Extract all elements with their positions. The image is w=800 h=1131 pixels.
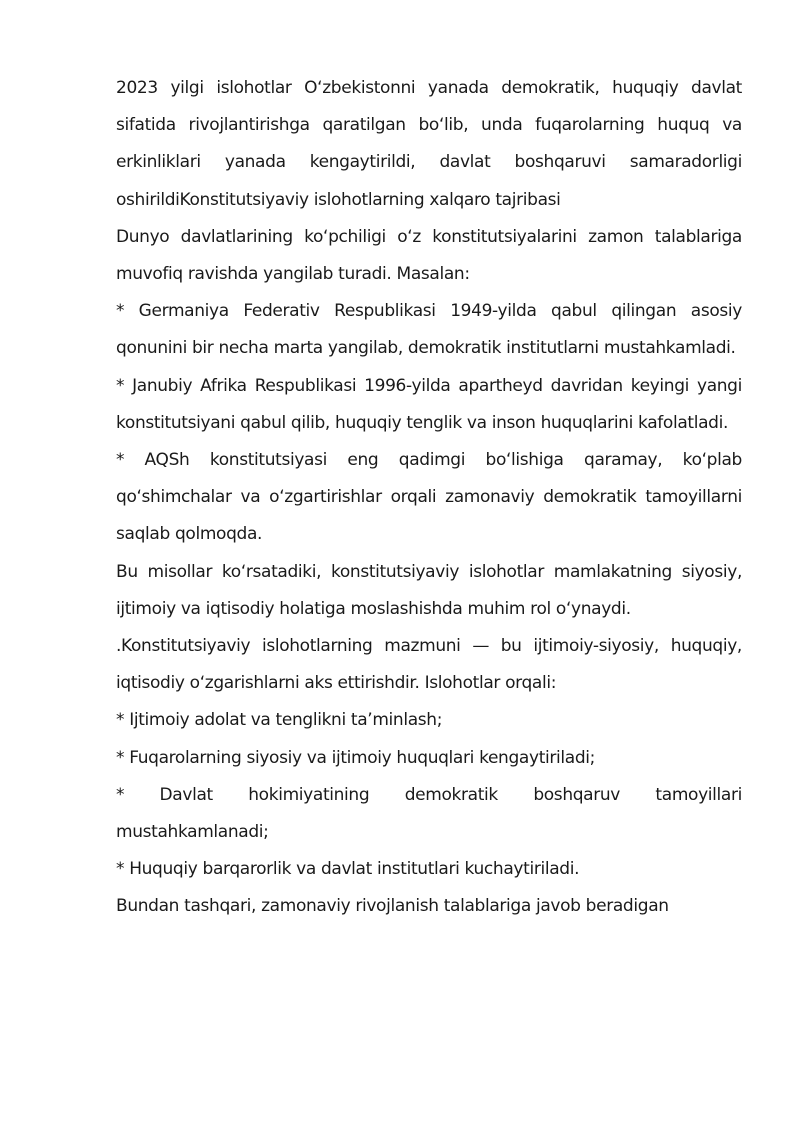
document-page <box>116 70 742 926</box>
list-item-democratic-governance: * Davlat hokimiyatining demokratik boshqaruv tamoyillari mustahkamlanadi; <box>116 784 742 843</box>
list-item-usa: * AQSh konstitutsiyasi eng qadimgi bo‘lishiga qaramay, ko‘plab qo‘shimchalar va o‘zgartirishlar orqali zamonaviy demokratik tamoyillarni saqlab qolmoqda. <box>116 450 742 545</box>
list-item-social-justice: * Ijtimoiy adolat va tenglikni ta’minlash; <box>116 710 443 731</box>
paragraph-world-practice: Dunyo davlatlarining ko‘pchiligi o‘z konstitutsiyalarini zamon talablariga muvofiq ravishda yangilab turadi. Masalan: <box>116 226 742 285</box>
paragraph-intro: 2023 yilgi islohotlar O‘zbekistonni yanada demokratik, huquqiy davlat sifatida rivojlantirishga qaratilgan bo‘lib, unda fuqarolarning huquq va erkinliklari yanada kengaytirildi, davlat boshqaruvi samaradorligi oshirildiKonstitutsiyaviy islohotlarning xalqaro tajribasi <box>116 78 742 210</box>
list-item-south-africa: * Janubiy Afrika Respublikasi 1996-yilda apartheyd davridan keyingi yangi konstitutsiyani qabul qilib, huquqiy tenglik va inson huquqlarini kafolatladi. <box>116 375 742 433</box>
list-item-germany: * Germaniya Federativ Respublikasi 1949-yilda qabul qilingan asosiy qonunini bir necha marta yangilab, demokratik institutlarni mustahkamladi. <box>116 301 742 359</box>
paragraph-reform-content: .Konstitutsiyaviy islohotlarning mazmuni — bu ijtimoiy-siyosiy, huquqiy, iqtisodiy o‘zgarishlarni aks ettirishdir. Islohotlar orqali: <box>116 636 742 694</box>
list-item-citizen-rights: * Fuqarolarning siyosiy va ijtimoiy huquqlari kengaytiriladi; <box>116 747 596 768</box>
paragraph-examples-conclusion: Bu misollar ko‘rsatadiki, konstitutsiyaviy islohotlar mamlakatning siyosiy, ijtimoiy va iqtisodiy holatiga moslashishda muhim rol o‘ynaydi. <box>116 561 742 619</box>
list-item-legal-stability: * Huquqiy barqarorlik va davlat institutlari kuchaytiriladi. <box>116 859 580 880</box>
paragraph-continuation: Bundan tashqari, zamonaviy rivojlanish talablariga javob beradigan <box>116 896 669 917</box>
